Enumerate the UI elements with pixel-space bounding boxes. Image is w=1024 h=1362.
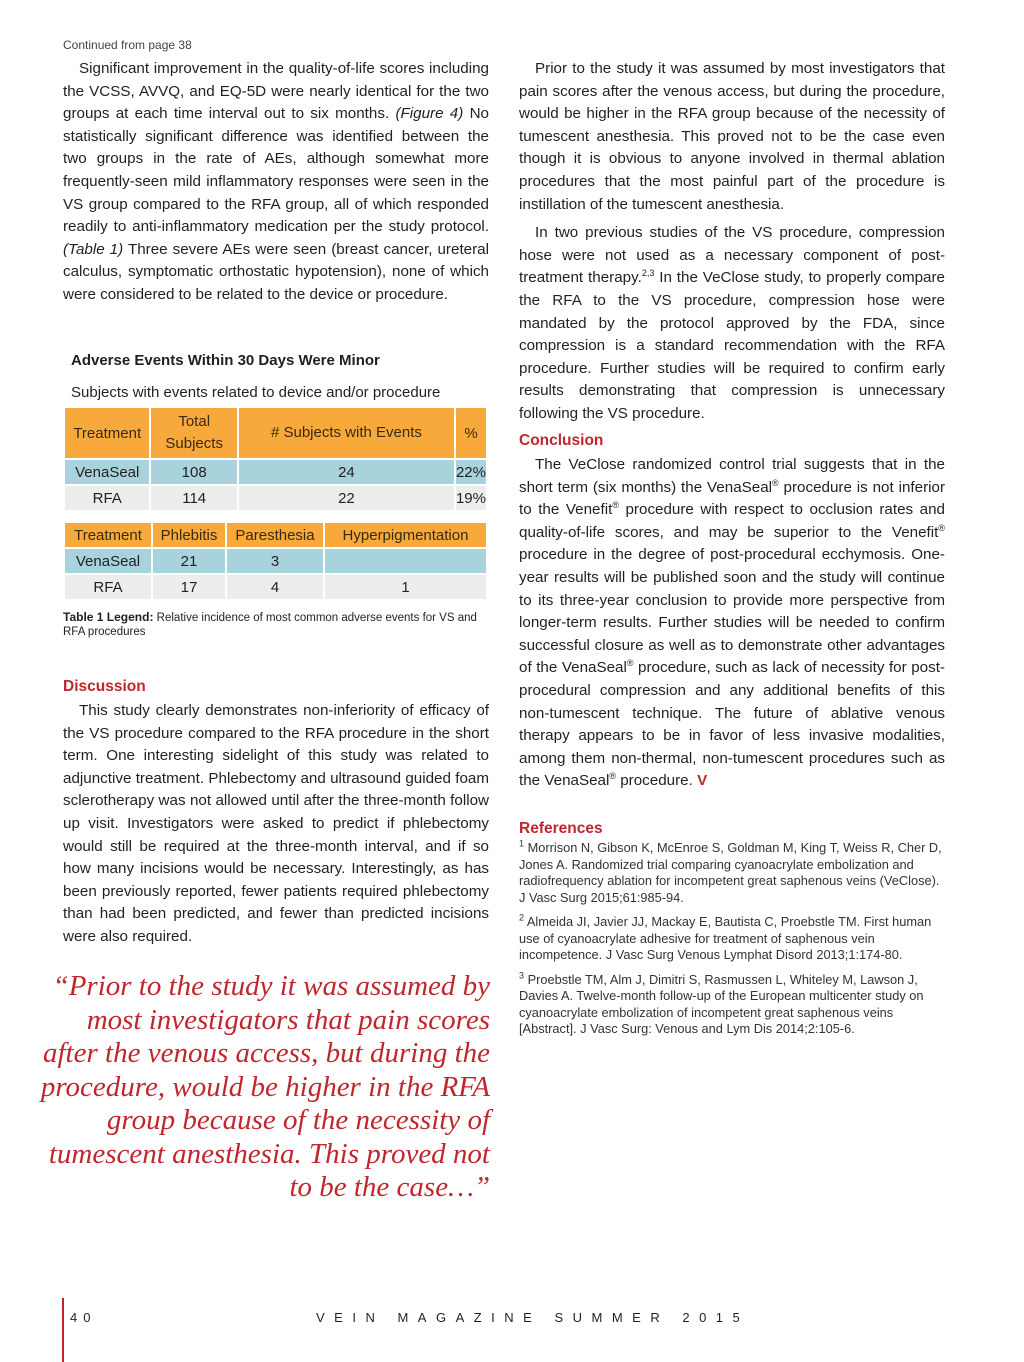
end-mark: V [697,772,708,790]
footer-rule [62,1298,64,1362]
table-legend: Table 1 Legend: Relative incidence of most common adverse events for VS and RFA procedures [63,610,477,638]
table-row [64,459,487,485]
table-cell: 24 [238,459,455,485]
reference-item: $^3$ Proebstle TM, Alm J, Dimitri S, Rasmussen L, Whiteley M, Lawson J, Davies A. Twelve-month follow-up of the European multicenter study on cyanoacrylate embolization of incompetent great saphenous veins [Abstract]. J Vasc Surg: Venous and Lym Dis 2014;2:105-6. [519,970,924,1036]
page-number: 40 [70,1310,97,1325]
reference-item: $^2$ Almeida JI, Javier JJ, Mackay E, Bautista C, Proebstle TM. First human use of cyanoacrylate adhesive for treatment of saphenous vein incompetence. J Vasc Surg Venous Lymphat Disord 2013;1:174-80. [519,912,932,962]
table-cell: 3 [226,548,324,574]
right-column-text [519,58,945,432]
table-cell: 22% [455,459,487,485]
table-cell: 22 [238,485,455,511]
table-subtitle: Subjects with events related to device and/or procedure [71,384,441,401]
table-cell: 114 [150,485,237,511]
table-header: # Subjects with Events [238,407,455,459]
table-cell: 108 [150,459,237,485]
table-row [64,574,487,600]
table-header: Phlebitis [152,522,226,548]
table-cell: 1 [324,574,487,600]
table-cell: RFA [64,485,150,511]
magazine-footer: VEIN MAGAZINE SUMMER 2015 [316,1310,750,1325]
conclusion-text: The VeClose randomized control trial suggests that in the short term (six months) the VenaSeal® procedure is not inferior to the Venefit® procedure with respect to occlusion rates and quality-of-life scores, and may be superior to the Venefit® procedure in the degree of post-procedural ecchymosis. One-year results will be published soon and the study will continue to its three-year conclusion to provide more perspective from longer-term results. Further studies will be needed to confirm successful closure as well as to demonstrate other advantages of the VenaSeal® procedure, such as lack of necessity for post-procedural compression and any additional benefits of this non-tumescent technique. The future of ablative venous therapy appears to be in favor of less invasive modalities, among them non-thermal, non-tumescent procedures such as the VenaSeal® procedure. V [519,456,946,790]
table-cell: 21 [152,548,226,574]
references-heading: References [519,820,603,837]
discussion-heading: Discussion [63,678,146,695]
discussion-text: This study clearly demonstrates non-inferiority of efficacy of the VS procedure compared to the RFA procedure in the short term. One interesting sidelight of this study was related to adjunctive treatment. Phlebectomy and ultrasound guided foam sclerotherapy was not allowed until after the three-month follow up visit. Investigators were asked to predict if phlebectomy would still be required at the three-month interval, and if so how many incisions would be necessary. Interestingly, as has been previously reported, fewer patients required phlebectomy than had been predicted, and fewer than predicted incisions were also required. [63,702,489,945]
events-table [63,406,488,512]
paragraph: Significant improvement in the quality-of-life scores including the VCSS, AVVQ, and EQ-5D were nearly identical for the two groups at each time interval out to six months. (Figure 4) No statistically significant difference was identified between the two groups in the rate of AEs, although somewhat more frequently-seen mild inflammatory responses were seen in the VS group compared to the RFA group, all of which responded readily to anti-inflammatory medication per the study protocol. (Table 1) Three severe AEs were seen (breast cancer, ureteral calculus, symptomatic orthostatic hypotension), none of which were considered to be related to the device or procedure. [63,60,489,303]
table-header: Total Subjects [150,407,237,459]
table-cell [324,548,487,574]
events-detail-table [63,521,488,601]
table-cell: 17 [152,574,226,600]
table-cell: RFA [64,574,152,600]
table-cell: VenaSeal [64,459,150,485]
conclusion-heading: Conclusion [519,432,604,449]
table-header: Treatment [64,407,150,459]
table-header: Hyperpigmentation [324,522,487,548]
paragraph: Prior to the study it was assumed by most investigators that pain scores after the venous access, but during the procedure, would be higher in the RFA group because of the necessity of tumescent anesthesia. This proved not to be the case even though it is obvious to anyone involved in thermal ablation procedures that the most painful part of the procedure is instillation of the tumescent anesthesia. [519,60,945,213]
paragraph: In two previous studies of the VS procedure, compression hose were not used as a necessary component of post-treatment therapy.$^{2,3}$ In the VeClose study, to properly compare the RFA to the VS procedure, compression hose were mandated by the protocol approved by the FDA, since compression is a standard recommendation with the RFA procedure. Further studies will be required to confirm early results demonstrating that compression is unnecessary following the VS procedure. [519,224,945,422]
left-column-text [63,58,489,307]
references-list [519,840,945,1046]
table-title: Adverse Events Within 30 Days Were Minor [71,352,380,369]
pull-quote: “Prior to the study it was assumed by most investigators that pain scores after the venous access, but during the procedure, would be higher in the RFA group because of the necessity of tumescent anesthesia. This proved not to be the case…” [40,970,490,1203]
table-header: % [455,407,487,459]
table-row [64,548,487,574]
table-row [64,485,487,511]
table-cell: VenaSeal [64,548,152,574]
table-header: Paresthesia [226,522,324,548]
reference-item: $^1$ Morrison N, Gibson K, McEnroe S, Goldman M, King T, Weiss R, Cher D, Jones A. Randomized trial comparing cyanoacrylate embolization and radiofrequency ablation for incompetent great saphenous veins (VeClose). J Vasc Surg 2015;61:985-94. [519,838,942,905]
table-cell: 19% [455,485,487,511]
continued-label: Continued from page 38 [63,38,192,52]
table-cell: 4 [226,574,324,600]
table-header: Treatment [64,522,152,548]
